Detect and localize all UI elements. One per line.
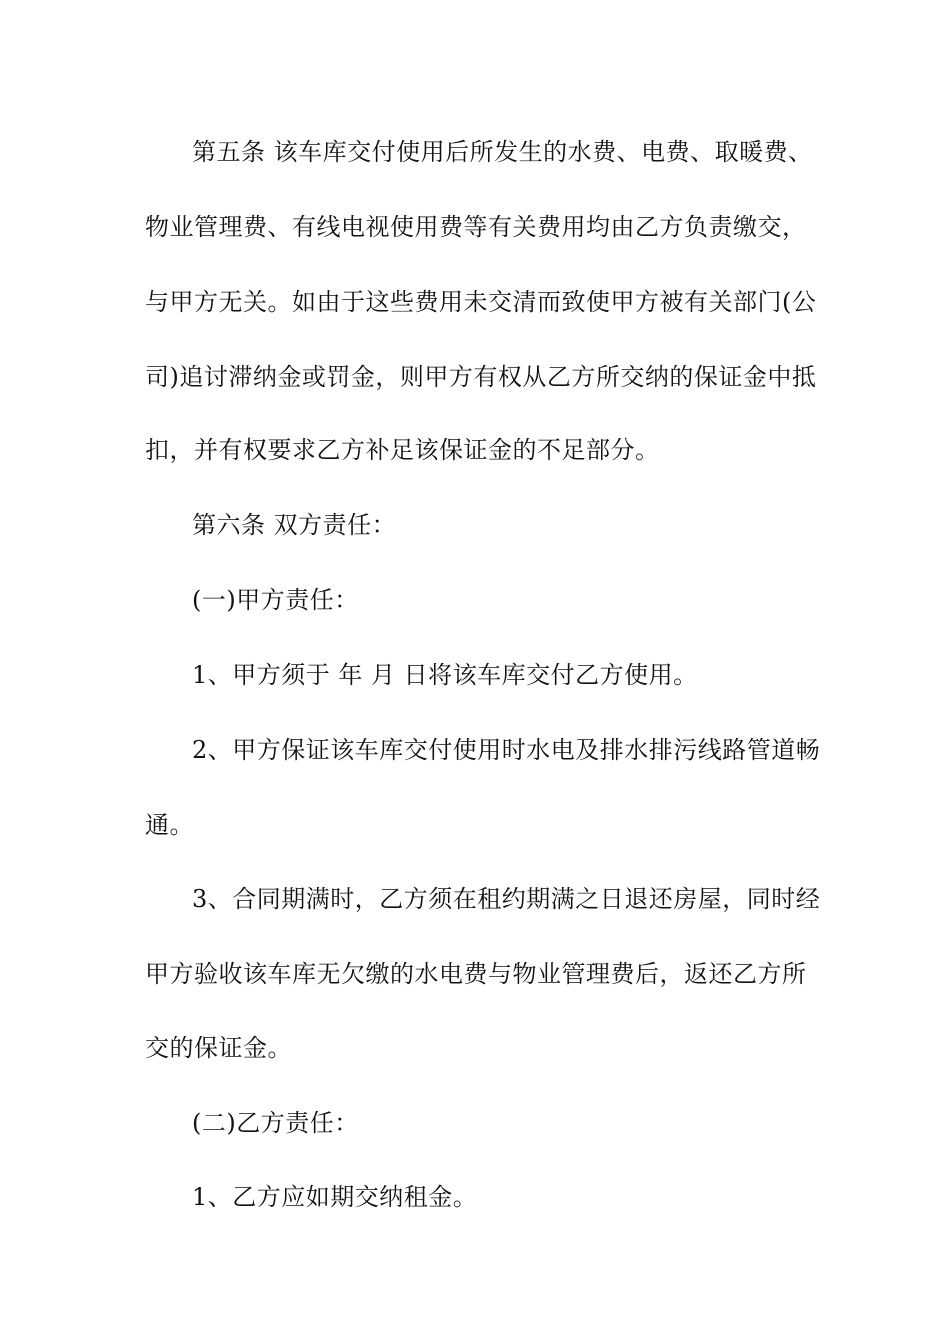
article-5-line-4: 司)追讨滞纳金或罚金，则甲方有权从乙方所交纳的保证金中抵 — [145, 363, 817, 391]
article-6-heading: 第六条 双方责任： — [192, 511, 397, 539]
party-a-item-3-line-1: 3、合同期满时，乙方须在租约期满之日退还房屋，同时经 — [192, 885, 821, 913]
party-a-item-2-line-1: 2、甲方保证该车库交付使用时水电及排水排污线路管道畅 — [192, 736, 821, 764]
party-a-item-3-line-3: 交的保证金。 — [145, 1034, 292, 1062]
party-a-item-2-line-2: 通。 — [145, 811, 194, 839]
article-5-line-5: 扣，并有权要求乙方补足该保证金的不足部分。 — [145, 436, 660, 464]
party-a-item-1: 1、甲方须于 年 月 日将该车库交付乙方使用。 — [192, 661, 698, 689]
party-b-heading: (二)乙方责任： — [192, 1109, 359, 1137]
article-5-line-1: 第五条 该车库交付使用后所发生的水费、电费、取暖费、 — [192, 138, 813, 166]
article-5-line-3: 与甲方无关。如由于这些费用未交清而致使甲方被有关部门(公 — [145, 288, 817, 316]
party-a-heading: (一)甲方责任： — [192, 586, 359, 614]
party-a-item-3-line-2: 甲方验收该车库无欠缴的水电费与物业管理费后，返还乙方所 — [145, 960, 807, 988]
article-5-line-2: 物业管理费、有线电视使用费等有关费用均由乙方负责缴交， — [145, 213, 807, 241]
party-b-item-1: 1、乙方应如期交纳租金。 — [192, 1183, 478, 1211]
